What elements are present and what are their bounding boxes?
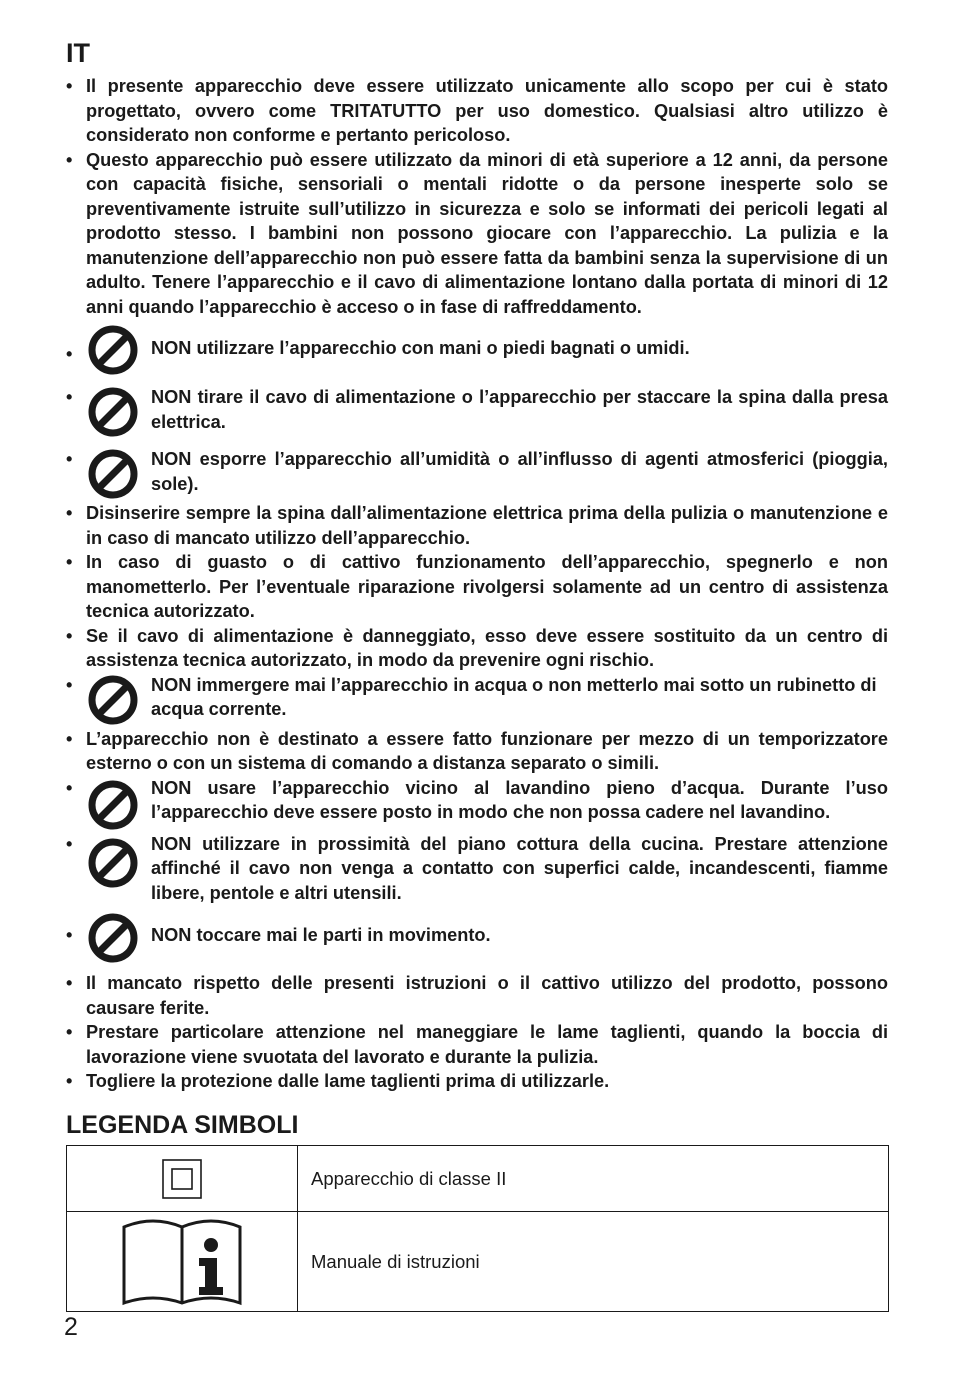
instruction-manual-icon — [121, 1217, 243, 1307]
item-text: NON usare l’apparecchio vicino al lavandino pieno d’acqua. Durante l’uso l’apparecchio deve essere posto in modo che non possa cadere nel lavandino. — [151, 777, 888, 822]
prohibition-icon — [86, 836, 140, 890]
list-item-immerse — [66, 673, 888, 727]
bullet: • — [66, 552, 73, 572]
class-ii-icon — [162, 1159, 202, 1199]
item-text: Il presente apparecchio deve essere utilizzato unicamente allo scopo per cui è stato progettato, ovvero come TRITATUTTO per uso domestico. Qualsiasi altro utilizzo è considerato non conforme e pertanto pericoloso. — [86, 76, 888, 145]
language-heading: IT — [66, 38, 90, 68]
symbol-label: Manuale di istruzioni — [298, 1212, 889, 1312]
symbol-cell — [67, 1212, 298, 1312]
list-item-unplug — [66, 501, 888, 550]
bullet: • — [66, 344, 73, 364]
list-item-wet-hands — [66, 327, 888, 377]
bullet: • — [66, 449, 73, 469]
prohibition-icon — [86, 778, 140, 832]
bullet: • — [66, 1071, 73, 1091]
bullet: • — [66, 149, 73, 170]
item-text: NON esporre l’apparecchio all’umidità o all’influsso di agenti atmosferici (pioggia, sole). — [151, 449, 888, 494]
list-item-pull-cable — [66, 385, 888, 439]
list-item-fault — [66, 550, 888, 624]
prohibition-icon — [86, 447, 140, 501]
list-item-purpose — [66, 74, 888, 148]
list-item-injury — [66, 971, 888, 1020]
item-text: In caso di guasto o di cattivo funzionamento dell’apparecchio, spegnerlo e non manometterlo. Per l’eventuale riparazione rivolgersi solamente ad un centro di assistenza tecnica autorizzato. — [86, 552, 888, 621]
item-text: Il mancato rispetto delle presenti istruzioni o il cattivo utilizzo del prodotto, possono causare ferite. — [86, 973, 888, 1018]
bullet: • — [66, 925, 73, 945]
bullet: • — [66, 674, 73, 695]
item-text: Se il cavo di alimentazione è danneggiato, esso deve essere sostituito da un centro di assistenza tecnica autorizzato, in modo da prevenire ogni rischio. — [86, 625, 888, 670]
item-text: Prestare particolare attenzione nel maneggiare le lame taglienti, quando la boccia di lavorazione viene svuotata del lavorato e durante la pulizia. — [86, 1022, 888, 1067]
item-text: Togliere la protezione dalle lame taglienti prima di utilizzarle. — [86, 1071, 610, 1091]
list-item-cooktop — [66, 832, 888, 906]
safety-list — [66, 74, 888, 1094]
bullet: • — [66, 728, 73, 749]
bullet: • — [66, 387, 73, 407]
list-item-sink — [66, 776, 888, 832]
symbol-cell — [67, 1146, 298, 1212]
item-text: NON utilizzare in prossimità del piano cottura della cucina. Prestare attenzione affinché il cavo non venga a contatto con superfici calde, incandescenti, fiamme libere, pentole e altri utensili. — [151, 833, 888, 903]
item-text: NON tirare il cavo di alimentazione o l’apparecchio per staccare la spina dalla presa elettrica. — [151, 387, 888, 432]
table-row — [67, 1146, 889, 1212]
bullet: • — [66, 777, 73, 798]
prohibition-icon — [86, 323, 140, 377]
item-text: NON toccare mai le parti in movimento. — [151, 925, 491, 945]
bullet: • — [66, 833, 73, 854]
table-row — [67, 1212, 889, 1312]
symbols-table — [66, 1145, 889, 1312]
page-number: 2 — [64, 1313, 78, 1341]
item-text: L’apparecchio non è destinato a essere fatto funzionare per mezzo di un temporizzatore esterno o con un sistema di comando a distanza separato o simili. — [86, 728, 888, 773]
list-item-damaged-cable — [66, 624, 888, 673]
prohibition-icon — [86, 673, 140, 727]
item-text: NON utilizzare l’apparecchio con mani o piedi bagnati o umidi. — [151, 338, 690, 358]
list-item-minors — [66, 148, 888, 320]
list-item-blade-guard — [66, 1069, 888, 1094]
bullet: • — [66, 625, 73, 646]
list-item-blades — [66, 1020, 888, 1069]
bullet: • — [66, 973, 73, 993]
item-text: Disinserire sempre la spina dall’alimentazione elettrica prima della pulizia o manutenzione e in caso di mancato utilizzo dell’apparecchio. — [86, 503, 888, 548]
list-item-weather — [66, 447, 888, 501]
prohibition-icon — [86, 911, 140, 965]
bullet: • — [66, 503, 73, 523]
bullet: • — [66, 76, 73, 96]
symbols-legend-title: LEGENDA SIMBOLI — [66, 1111, 299, 1139]
item-text: NON immergere mai l’apparecchio in acqua o non metterlo mai sotto un rubinetto di acqua corrente. — [151, 674, 877, 719]
prohibition-icon — [86, 385, 140, 439]
symbol-label: Apparecchio di classe II — [298, 1146, 889, 1212]
list-item-moving-parts — [66, 911, 888, 965]
list-item-timer — [66, 727, 888, 776]
bullet: • — [66, 1022, 73, 1042]
item-text: Questo apparecchio può essere utilizzato da minori di età superiore a 12 anni, da persone con capacità fisiche, sensoriali o mentali ridotte o da persone inesperte solo se preventivamente istruite sull’utilizzo in sicurezza e solo se informati dei pericoli legati al prodotto stesso. I bambini non possono giocare con l’apparecchio. La pulizia e la manutenzione dell’apparecchio non può essere fatta da bambini senza la supervisione di un adulto. Tenere l’apparecchio e il cavo di alimentazione lontano dalla portata di minori di 12 anni quando l’apparecchio è acceso o in fase di raffreddamento. — [86, 149, 888, 317]
